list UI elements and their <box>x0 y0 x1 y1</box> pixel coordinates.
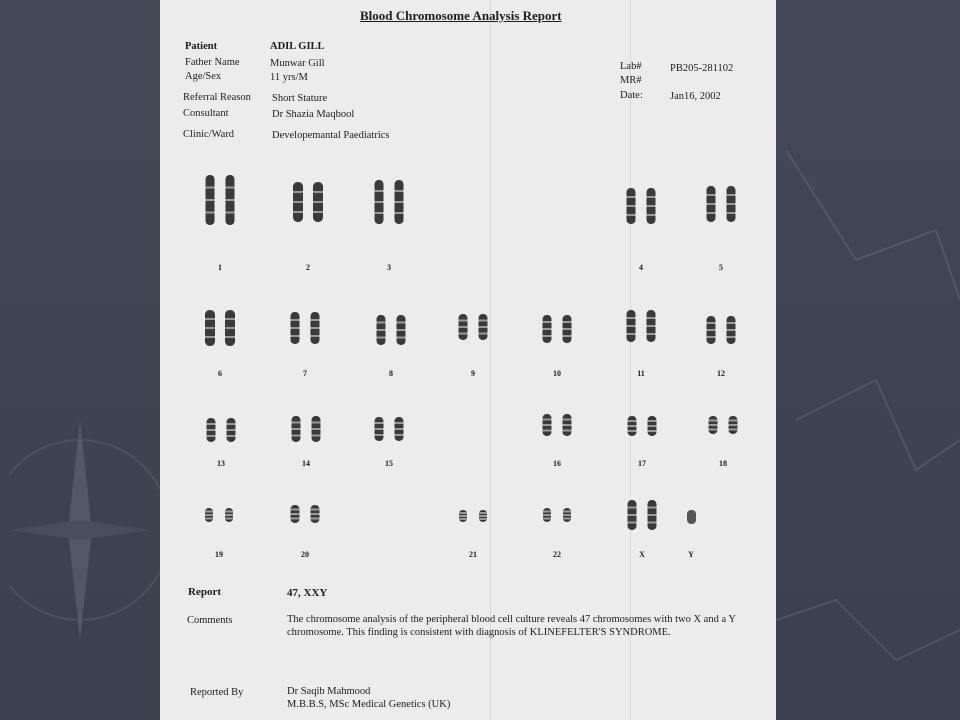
chromosome-band <box>292 435 301 437</box>
chromosome-label: 20 <box>301 550 309 559</box>
chromosome-band <box>563 424 572 426</box>
chromosome-band <box>375 422 384 424</box>
agesex-label: Age/Sex <box>185 71 222 82</box>
chromosome-band <box>377 337 386 339</box>
chromosome-band <box>459 515 467 517</box>
chromosome-label: X <box>639 550 645 559</box>
chromosome-band <box>729 429 738 431</box>
chromosome-band <box>543 518 551 520</box>
chromosome-label: 5 <box>719 263 723 272</box>
chromosome-band <box>397 337 406 339</box>
chromosome-band <box>543 419 552 421</box>
chromosome-band <box>311 513 320 515</box>
chromosome-band <box>207 435 216 437</box>
chromosome-band <box>395 428 404 430</box>
chromosome-band <box>293 201 303 203</box>
chromosome-band <box>459 320 468 322</box>
chromosome-band <box>226 212 235 214</box>
chromosome-band <box>628 514 637 516</box>
chromosome-band <box>727 322 736 324</box>
chromosome-band <box>647 325 656 327</box>
chromosome-band <box>377 322 386 324</box>
karyotype-image <box>160 160 776 560</box>
chromosome-band <box>291 509 300 511</box>
mr-label: MR# <box>620 75 642 86</box>
chromosome-band <box>311 335 320 337</box>
chromosome-band <box>627 333 636 335</box>
chromosome-band <box>543 514 551 516</box>
chromosome-band <box>479 320 488 322</box>
chromosome-band <box>647 214 656 216</box>
chromosome-band <box>205 511 213 513</box>
chromosome-band <box>479 518 487 520</box>
agesex-value: 11 yrs/M <box>270 72 308 83</box>
chromosome-label: 15 <box>385 459 393 468</box>
chromosome-band <box>311 518 320 520</box>
chromosome-band <box>395 201 404 203</box>
background-left-panel <box>0 0 160 720</box>
chromosome-band <box>479 515 487 517</box>
chromosome-label: 13 <box>217 459 225 468</box>
chromosome-band <box>727 336 736 338</box>
chromosome-band <box>628 507 637 509</box>
chromosome-band <box>543 328 552 330</box>
chromosome-band <box>479 512 487 514</box>
compass-watermark-icon <box>10 380 160 680</box>
chromosome-band <box>312 422 321 424</box>
chromosome-band <box>563 321 572 323</box>
report-label: Report <box>188 586 221 598</box>
father-label: Father Name <box>185 57 240 68</box>
chromosome-band <box>227 423 236 425</box>
patient-label: Patient <box>185 41 218 52</box>
chromosome-band <box>375 434 384 436</box>
chromosome-band <box>205 336 215 338</box>
chromosome-band <box>563 514 571 516</box>
chromosome-band <box>311 319 320 321</box>
chromosome-band <box>459 512 467 514</box>
chromosome-band <box>628 425 637 427</box>
chromosome-band <box>627 317 636 319</box>
chromosome-band <box>648 507 657 509</box>
chromosome-band <box>543 321 552 323</box>
chromosome-label: 16 <box>553 459 561 468</box>
chromosome-band <box>312 428 321 430</box>
chromosome-band <box>377 329 386 331</box>
reported-by-qualifications: M.B.B.S, MSc Medical Genetics (UK) <box>287 699 451 710</box>
chromosome-label: 10 <box>553 369 561 378</box>
chromosome-band <box>647 205 656 207</box>
chromosome-band <box>459 333 468 335</box>
chromosome-band <box>293 191 303 193</box>
chromosome-band <box>293 211 303 213</box>
chromosome-band <box>459 518 467 520</box>
chromosome-band <box>707 329 716 331</box>
chromosome-label: 11 <box>637 369 645 378</box>
decorative-lines-icon <box>776 0 960 720</box>
chromosome-band <box>479 333 488 335</box>
chromosome-band <box>563 518 571 520</box>
chromosome-band <box>459 326 468 328</box>
chromosome-band <box>543 335 552 337</box>
chromosome-band <box>543 430 552 432</box>
chromosome-band <box>727 212 736 214</box>
chromosome-band <box>627 325 636 327</box>
chromosome-band <box>709 424 718 426</box>
chromosome-band <box>291 518 300 520</box>
karyotype-result: 47, XXY <box>287 587 328 599</box>
father-name: Munwar Gill <box>270 58 325 69</box>
chromosome-band <box>628 420 637 422</box>
chromosome-band <box>628 430 637 432</box>
chromosome-band <box>226 199 235 201</box>
chromosome-band <box>205 518 213 520</box>
chromosome-label: 1 <box>218 263 222 272</box>
chromosome-band <box>627 196 636 198</box>
chromosome-band <box>563 511 571 513</box>
chromosome-band <box>707 212 716 214</box>
lab-label: Lab# <box>620 61 642 72</box>
comments-label: Comments <box>187 615 233 626</box>
chromosome-band <box>395 434 404 436</box>
chromosome-band <box>225 327 235 329</box>
chromosome-band <box>729 424 738 426</box>
chromosome-band <box>311 327 320 329</box>
chromosome-label: 18 <box>719 459 727 468</box>
chromosome-band <box>291 319 300 321</box>
chromosome-band <box>395 422 404 424</box>
chromosome-band <box>727 194 736 196</box>
consultant-label: Consultant <box>183 108 229 119</box>
referral-label: Referral Reason <box>183 92 251 103</box>
lab-value: PB205-281102 <box>670 63 734 74</box>
chromosome-band <box>226 187 235 189</box>
chromosome-band <box>375 428 384 430</box>
chromosome-band <box>395 190 404 192</box>
clinic-value: Developemantal Paediatrics <box>272 130 390 141</box>
chromosome-band <box>647 333 656 335</box>
chromosome-band <box>727 203 736 205</box>
chromosome-band <box>313 191 323 193</box>
chromosome-band <box>647 317 656 319</box>
chromosome-band <box>647 196 656 198</box>
chromosome-band <box>648 420 657 422</box>
chromosome-band <box>648 522 657 524</box>
reported-by-label: Reported By <box>190 687 244 698</box>
chromosome-band <box>707 322 716 324</box>
chromosome-band <box>291 335 300 337</box>
chromosome-band <box>375 212 384 214</box>
referral-value: Short Stature <box>272 93 328 104</box>
chromosome-band <box>727 329 736 331</box>
clinic-label: Clinic/Ward <box>183 129 235 140</box>
chromosome-band <box>648 514 657 516</box>
chromosome-band <box>707 194 716 196</box>
chromosome-band <box>543 424 552 426</box>
chromosome-band <box>709 429 718 431</box>
chromosome-band <box>709 420 718 422</box>
chromosome-label: Y <box>688 550 694 559</box>
chromosome-band <box>563 419 572 421</box>
chromosome-band <box>707 203 716 205</box>
chromosome-band <box>206 199 215 201</box>
date-label: Date: <box>620 90 643 101</box>
chromosome-band <box>543 511 551 513</box>
chromosome-label: 4 <box>639 263 643 272</box>
chromosome-band <box>648 430 657 432</box>
comments-text: The chromosome analysis of the peripheral blood cell culture reveals 47 chromosomes with two X and a Y chromosome. This finding is consistent with diagnosis of KLINEFELTER'S SYNDROME. <box>287 614 736 638</box>
chromosome-band <box>729 420 738 422</box>
chromosome-band <box>225 318 235 320</box>
chromosome-band <box>227 435 236 437</box>
chromosome-band <box>395 212 404 214</box>
chromosome-label: 21 <box>469 550 477 559</box>
report-document <box>160 0 776 720</box>
chromosome-y <box>687 510 696 524</box>
chromosome-band <box>291 327 300 329</box>
chromosome-band <box>312 435 321 437</box>
chromosome-band <box>375 190 384 192</box>
chromosome-label: 19 <box>215 550 223 559</box>
chromosome-band <box>291 513 300 515</box>
chromosome-band <box>225 514 233 516</box>
chromosome-band <box>225 511 233 513</box>
patient-name: ADIL GILL <box>270 41 325 52</box>
chromosome-label: 8 <box>389 369 393 378</box>
chromosome-band <box>563 335 572 337</box>
background-right-panel <box>776 0 960 720</box>
chromosome-label: 6 <box>218 369 222 378</box>
chromosome-band <box>207 429 216 431</box>
chromosome-label: 12 <box>717 369 725 378</box>
chromosome-band <box>397 329 406 331</box>
chromosome-band <box>292 422 301 424</box>
chromosome-band <box>627 214 636 216</box>
chromosome-band <box>313 211 323 213</box>
chromosome-band <box>313 201 323 203</box>
chromosome-label: 9 <box>471 369 475 378</box>
chromosome-label: 7 <box>303 369 307 378</box>
chromosome-band <box>206 187 215 189</box>
chromosome-band <box>205 327 215 329</box>
chromosome-band <box>225 518 233 520</box>
chromosome-label: 22 <box>553 550 561 559</box>
chromosome-band <box>397 322 406 324</box>
chromosome-label: 14 <box>302 459 310 468</box>
chromosome-band <box>206 212 215 214</box>
chromosome-band <box>627 205 636 207</box>
chromosome-band <box>563 328 572 330</box>
chromosome-band <box>205 514 213 516</box>
consultant-value: Dr Shazia Maqbool <box>272 109 355 120</box>
chromosome-band <box>563 430 572 432</box>
chromosome-label: 2 <box>306 263 310 272</box>
chromosome-band <box>292 428 301 430</box>
chromosome-band <box>311 509 320 511</box>
chromosome-band <box>648 425 657 427</box>
chromosome-band <box>628 522 637 524</box>
chromosome-label: 17 <box>638 459 646 468</box>
reported-by-name: Dr Saqib Mahmood <box>287 686 371 697</box>
chromosome-band <box>707 336 716 338</box>
chromosome-band <box>375 201 384 203</box>
chromosome-label: 3 <box>387 263 391 272</box>
report-title: Blood Chromosome Analysis Report <box>360 8 562 23</box>
date-value: Jan16, 2002 <box>670 91 721 102</box>
chromosome-band <box>227 429 236 431</box>
chromosome-band <box>225 336 235 338</box>
chromosome-band <box>479 326 488 328</box>
chromosome-band <box>207 423 216 425</box>
chromosome-band <box>205 318 215 320</box>
